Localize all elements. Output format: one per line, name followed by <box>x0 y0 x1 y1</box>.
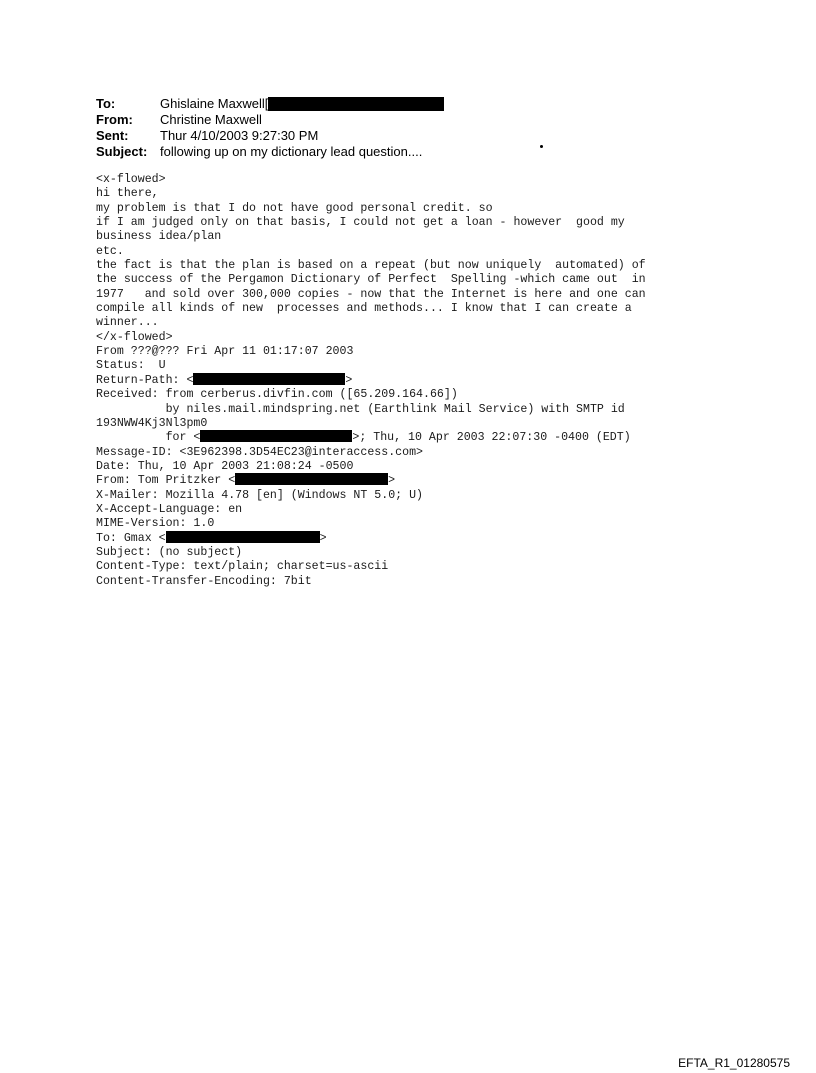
return-path-suffix: > <box>345 373 353 387</box>
sent-row <box>96 128 444 144</box>
body-line: From ???@??? Fri Apr 11 01:17:07 2003 <box>96 345 354 359</box>
body-line: </x-flowed> <box>96 330 173 344</box>
body-line: by niles.mail.mindspring.net (Earthlink Mail Service) with SMTP id <box>96 402 625 416</box>
redaction-box <box>200 430 352 442</box>
received-for-suffix: >; Thu, 10 Apr 2003 22:07:30 -0400 (EDT) <box>352 431 631 445</box>
body-line: 193NWW4Kj3Nl3pm0 <box>96 416 208 430</box>
subject-row <box>96 144 444 160</box>
body-line: etc. <box>96 244 124 258</box>
email-header <box>96 96 444 160</box>
body-line: business idea/plan <box>96 230 222 244</box>
stray-dot <box>540 145 543 148</box>
to-line-suffix: > <box>319 531 327 545</box>
from-label: From: <box>96 112 133 127</box>
from-line-prefix: From: Tom Pritzker < <box>96 474 236 488</box>
body-line: X-Mailer: Mozilla 4.78 [en] (Windows NT 5.0; U) <box>96 488 423 502</box>
body-line: compile all kinds of new processes and methods... I know that I can create a <box>96 302 632 316</box>
return-path-prefix: Return-Path: < <box>96 373 194 387</box>
redaction-box <box>166 531 320 543</box>
to-row <box>96 96 444 112</box>
body-line: the fact is that the plan is based on a repeat (but now uniquely automated) of <box>96 259 646 273</box>
to-value <box>160 96 444 112</box>
body-line: if I am judged only on that basis, I could not get a loan - however good my <box>96 216 625 230</box>
body-line: Status: U <box>96 359 166 373</box>
from-line-suffix: > <box>388 474 396 488</box>
subject-value: following up on my dictionary lead question.... <box>160 144 423 159</box>
body-line: hi there, <box>96 187 159 201</box>
redaction-box <box>235 473 388 485</box>
body-line: X-Accept-Language: en <box>96 502 243 516</box>
body-line: Message-ID: <3E962398.3D54EC23@interaccess.com> <box>96 445 423 459</box>
sent-label: Sent: <box>96 128 129 143</box>
sent-value: Thur 4/10/2003 9:27:30 PM <box>160 128 319 143</box>
to-value-text: Ghislaine Maxwell[ <box>160 96 269 111</box>
subject-label: Subject: <box>96 144 148 159</box>
body-line: <x-flowed> <box>96 173 166 186</box>
email-body <box>96 173 646 589</box>
body-line: the success of the Pergamon Dictionary of Perfect Spelling -which came out in <box>96 273 646 287</box>
body-line: 1977 and sold over 300,000 copies - now that the Internet is here and one can <box>96 287 646 301</box>
body-line: MIME-Version: 1.0 <box>96 517 215 531</box>
received-for-prefix: for < <box>96 431 201 445</box>
redaction-box <box>268 97 444 111</box>
to-line-prefix: To: Gmax < <box>96 531 166 545</box>
from-row <box>96 112 444 128</box>
received-for-line <box>96 431 646 445</box>
from-value: Christine Maxwell <box>160 112 262 127</box>
document-id: EFTA_R1_01280575 <box>678 1056 790 1070</box>
body-line: Content-Transfer-Encoding: 7bit <box>96 574 312 588</box>
from-line <box>96 474 646 488</box>
return-path-line <box>96 374 646 388</box>
body-line: my problem is that I do not have good personal credit. so <box>96 201 493 215</box>
body-line: Date: Thu, 10 Apr 2003 21:08:24 -0500 <box>96 459 354 473</box>
body-line: Received: from cerberus.divfin.com ([65.209.164.66]) <box>96 388 458 402</box>
redaction-box <box>193 373 345 385</box>
to-line <box>96 532 646 546</box>
body-line: winner... <box>96 316 159 330</box>
body-line: Subject: (no subject) <box>96 545 243 559</box>
to-label: To: <box>96 96 116 111</box>
body-line: Content-Type: text/plain; charset=us-ascii <box>96 560 389 574</box>
